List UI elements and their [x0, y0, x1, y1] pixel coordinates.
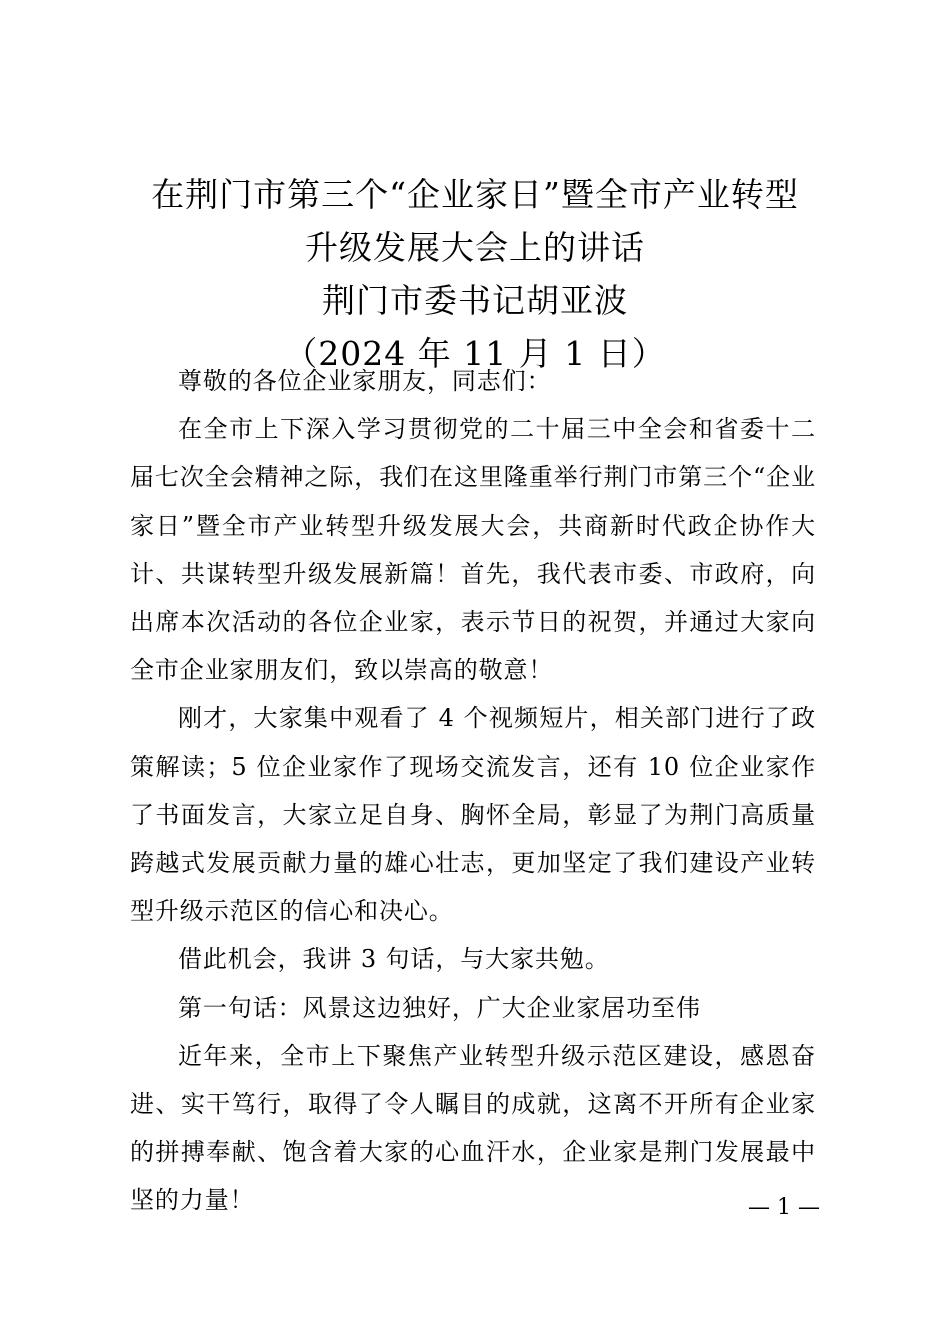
speaker-line: 荆门市委书记胡亚波	[322, 281, 628, 320]
salutation: 尊敬的各位企业家朋友，同志们：	[178, 367, 552, 395]
paragraph: 借此机会，我讲 3 句话，与大家共勉。	[178, 945, 610, 974]
paragraph: 刚才，大家集中观看了 4 个视频短片，相关部门进行了政策解读；5 位企业家作了现场交流发言，还有 10 位企业家作了书面发言，大家立足自身、胸怀全局，彰显了为荆门高质量跨越式发展贡献力量的雄心壮志，更加坚定了我们建设产业转型升级示范区的信心和决心。	[130, 704, 816, 926]
speech-title-line-1: 在荆门市第三个“企业家日”暨全市产业转型	[151, 175, 799, 214]
speech-title-block	[120, 168, 830, 380]
section-heading: 第一句话：风景这边独好，广大企业家居功至伟	[178, 993, 701, 1022]
speech-body	[130, 357, 816, 1225]
speech-title-line-2: 升级发展大会上的讲话	[305, 228, 645, 267]
page-number: — 1 —	[748, 1195, 820, 1220]
paragraph: 近年来，全市上下聚焦产业转型升级示范区建设，感恩奋进、实干笃行，取得了令人瞩目的成就，这离不开所有企业家的拼搏奉献、饱含着大家的心血汗水，企业家是荆门发展最中坚的力量！	[130, 1041, 816, 1215]
paragraph: 在全市上下深入学习贯彻党的二十届三中全会和省委十二届七次全会精神之际，我们在这里隆重举行荆门市第三个“企业家日”暨全市产业转型升级发展大会，共商新时代政企协作大计、共谋转型升级发展新篇！首先，我代表市委、市政府，向出席本次活动的各位企业家，表示节日的祝贺，并通过大家向全市企业家朋友们，致以崇高的敬意！	[130, 415, 816, 685]
speech-date-line: （2024 年 11 月 1 日）	[284, 334, 666, 373]
